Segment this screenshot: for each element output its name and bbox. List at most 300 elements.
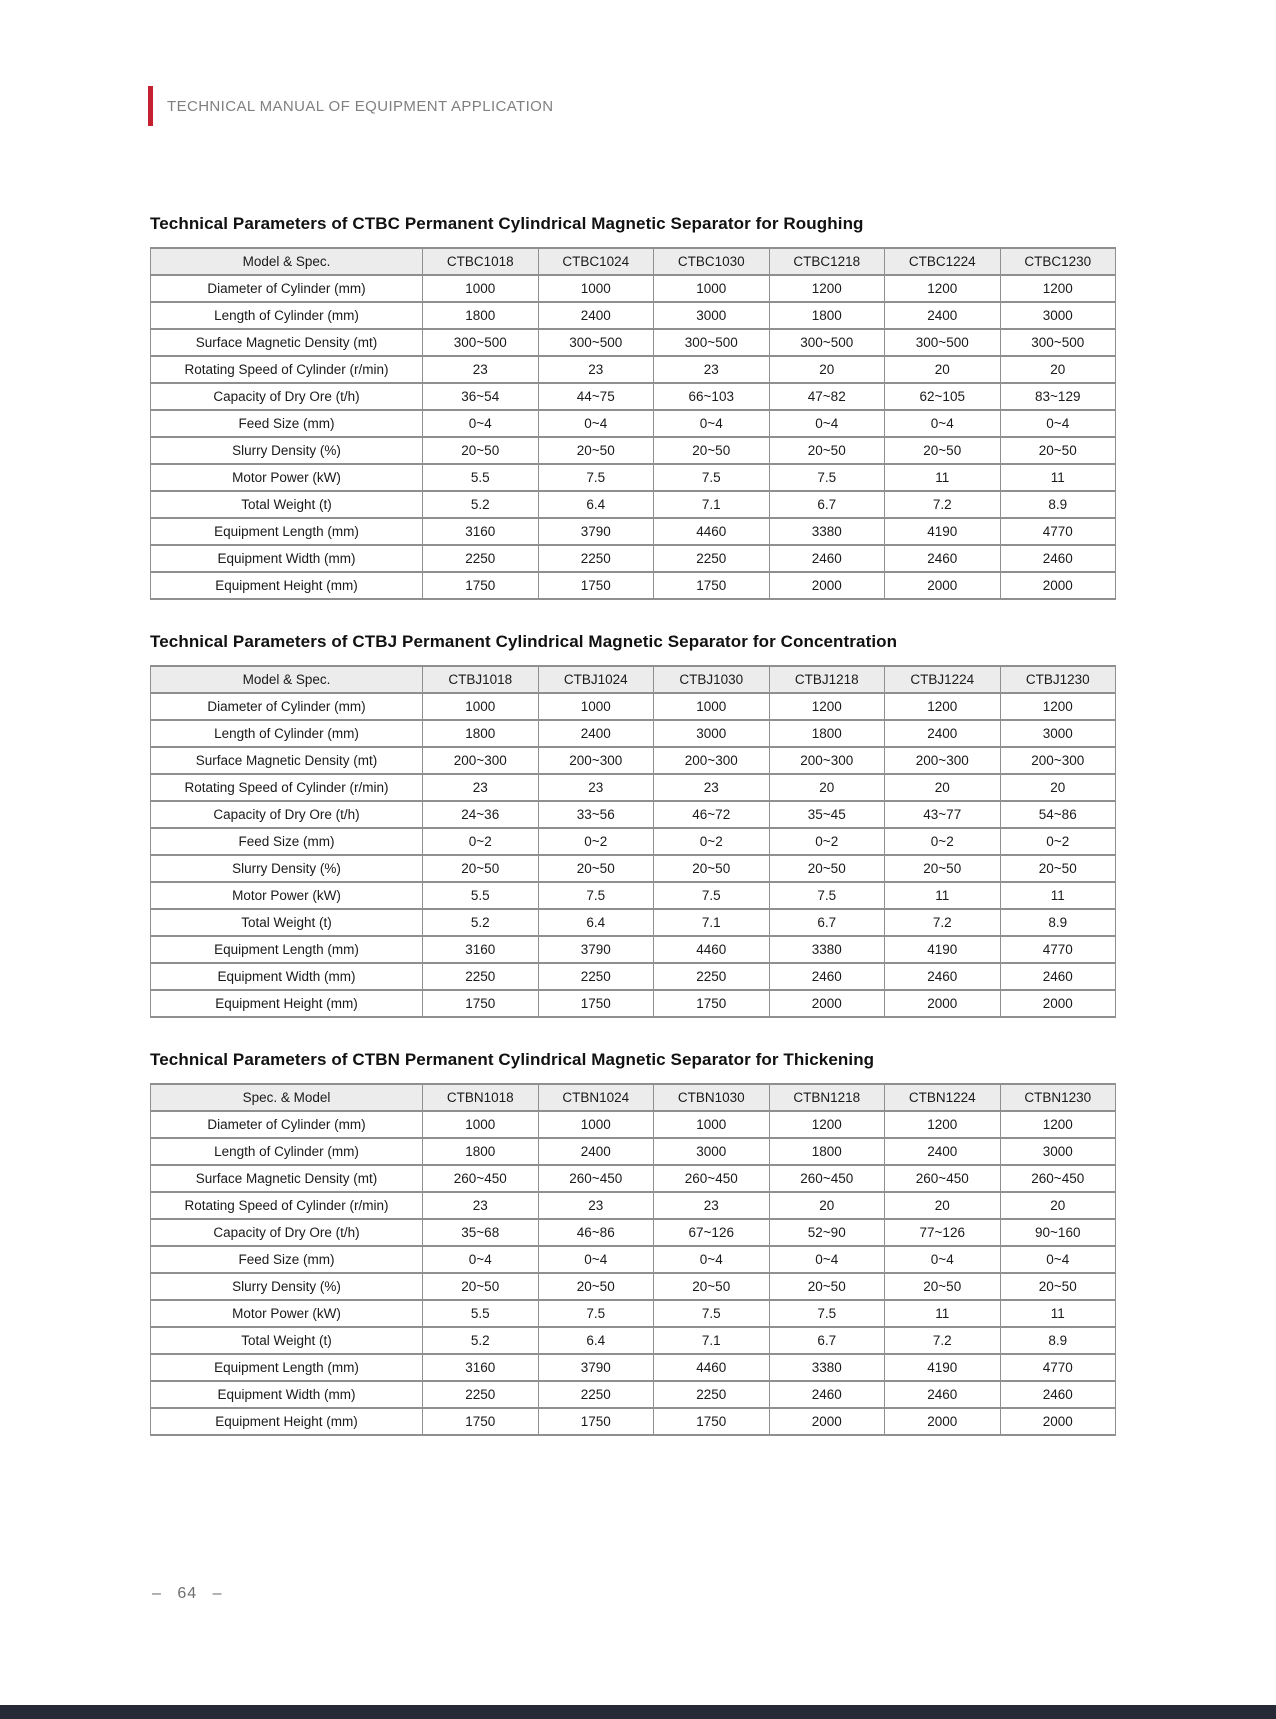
table-row: [151, 1165, 1116, 1192]
cell-value: 0~4: [1000, 1246, 1116, 1273]
row-label: Equipment Height (mm): [151, 572, 423, 599]
cell-value: 6.4: [538, 909, 654, 936]
cell-value: 2460: [769, 545, 885, 572]
model-column-header: CTBC1224: [885, 248, 1001, 275]
cell-value: 200~300: [1000, 747, 1116, 774]
cell-value: 0~4: [769, 410, 885, 437]
table-row: [151, 855, 1116, 882]
cell-value: 66~103: [654, 383, 770, 410]
cell-value: 1800: [769, 1138, 885, 1165]
table-row: [151, 1300, 1116, 1327]
cell-value: 6.4: [538, 1327, 654, 1354]
cell-value: 20~50: [538, 1273, 654, 1300]
cell-value: 3000: [654, 302, 770, 329]
table-corner-header: Spec. & Model: [151, 1084, 423, 1111]
cell-value: 300~500: [538, 329, 654, 356]
model-column-header: CTBN1218: [769, 1084, 885, 1111]
table-row: [151, 936, 1116, 963]
row-label: Total Weight (t): [151, 1327, 423, 1354]
row-label: Equipment Height (mm): [151, 990, 423, 1017]
cell-value: 5.5: [423, 1300, 539, 1327]
cell-value: 2400: [885, 720, 1001, 747]
cell-value: 20~50: [654, 855, 770, 882]
cell-value: 1200: [1000, 275, 1116, 302]
cell-value: 36~54: [423, 383, 539, 410]
table-row: [151, 437, 1116, 464]
cell-value: 67~126: [654, 1219, 770, 1246]
cell-value: 23: [423, 774, 539, 801]
cell-value: 1750: [654, 572, 770, 599]
cell-value: 260~450: [1000, 1165, 1116, 1192]
cell-value: 3000: [654, 720, 770, 747]
cell-value: 7.5: [654, 464, 770, 491]
cell-value: 20~50: [885, 1273, 1001, 1300]
cell-value: 2250: [423, 545, 539, 572]
table-row: [151, 882, 1116, 909]
cell-value: 35~45: [769, 801, 885, 828]
cell-value: 1200: [885, 275, 1001, 302]
table-row: [151, 963, 1116, 990]
table-row: [151, 410, 1116, 437]
cell-value: 4460: [654, 1354, 770, 1381]
cell-value: 260~450: [885, 1165, 1001, 1192]
row-label: Capacity of Dry Ore (t/h): [151, 383, 423, 410]
cell-value: 2000: [769, 572, 885, 599]
cell-value: 2250: [654, 1381, 770, 1408]
cell-value: 11: [1000, 464, 1116, 491]
model-column-header: CTBN1224: [885, 1084, 1001, 1111]
table-header-row: [151, 1084, 1116, 1111]
cell-value: 23: [538, 774, 654, 801]
cell-value: 11: [885, 1300, 1001, 1327]
cell-value: 20~50: [769, 1273, 885, 1300]
table-row: [151, 1354, 1116, 1381]
cell-value: 23: [654, 356, 770, 383]
table-row: [151, 1246, 1116, 1273]
table-row: [151, 1327, 1116, 1354]
cell-value: 11: [1000, 882, 1116, 909]
cell-value: 5.2: [423, 491, 539, 518]
row-label: Rotating Speed of Cylinder (r/min): [151, 1192, 423, 1219]
row-label: Slurry Density (%): [151, 855, 423, 882]
cell-value: 33~56: [538, 801, 654, 828]
cell-value: 20: [769, 774, 885, 801]
tables-container: [150, 196, 1116, 1436]
cell-value: 0~4: [538, 410, 654, 437]
cell-value: 0~2: [1000, 828, 1116, 855]
model-column-header: CTBC1030: [654, 248, 770, 275]
cell-value: 20~50: [423, 1273, 539, 1300]
cell-value: 2000: [885, 990, 1001, 1017]
cell-value: 300~500: [1000, 329, 1116, 356]
table-row: [151, 720, 1116, 747]
cell-value: 1000: [654, 275, 770, 302]
table-row: [151, 1273, 1116, 1300]
cell-value: 1200: [1000, 1111, 1116, 1138]
cell-value: 0~4: [654, 410, 770, 437]
cell-value: 7.5: [654, 882, 770, 909]
cell-value: 300~500: [769, 329, 885, 356]
parameter-table-section: [150, 632, 1116, 1018]
cell-value: 1200: [885, 1111, 1001, 1138]
model-column-header: CTBN1018: [423, 1084, 539, 1111]
cell-value: 20: [885, 356, 1001, 383]
row-label: Capacity of Dry Ore (t/h): [151, 1219, 423, 1246]
model-column-header: CTBN1030: [654, 1084, 770, 1111]
cell-value: 4770: [1000, 936, 1116, 963]
cell-value: 7.2: [885, 1327, 1001, 1354]
cell-value: 20: [1000, 1192, 1116, 1219]
cell-value: 5.2: [423, 909, 539, 936]
cell-value: 23: [423, 356, 539, 383]
cell-value: 1750: [654, 990, 770, 1017]
cell-value: 3380: [769, 518, 885, 545]
table-row: [151, 1192, 1116, 1219]
cell-value: 4460: [654, 936, 770, 963]
cell-value: 200~300: [654, 747, 770, 774]
row-label: Length of Cylinder (mm): [151, 720, 423, 747]
cell-value: 2250: [538, 1381, 654, 1408]
cell-value: 200~300: [423, 747, 539, 774]
cell-value: 2460: [769, 963, 885, 990]
cell-value: 20~50: [538, 855, 654, 882]
cell-value: 90~160: [1000, 1219, 1116, 1246]
cell-value: 6.7: [769, 491, 885, 518]
table-row: [151, 1381, 1116, 1408]
table-row: [151, 545, 1116, 572]
cell-value: 2000: [769, 990, 885, 1017]
cell-value: 20~50: [423, 855, 539, 882]
row-label: Surface Magnetic Density (mt): [151, 329, 423, 356]
cell-value: 0~2: [769, 828, 885, 855]
table-title: Technical Parameters of CTBJ Permanent Cylindrical Magnetic Separator for Concentration: [150, 632, 898, 651]
cell-value: 0~4: [885, 410, 1001, 437]
cell-value: 3160: [423, 518, 539, 545]
page-number: – 64 –: [152, 1585, 223, 1602]
table-title: Technical Parameters of CTBN Permanent Cylindrical Magnetic Separator for Thickening: [150, 1050, 875, 1069]
cell-value: 2250: [423, 963, 539, 990]
cell-value: 0~2: [538, 828, 654, 855]
table-row: [151, 1219, 1116, 1246]
table-row: [151, 356, 1116, 383]
cell-value: 3000: [654, 1138, 770, 1165]
row-label: Capacity of Dry Ore (t/h): [151, 801, 423, 828]
row-label: Diameter of Cylinder (mm): [151, 693, 423, 720]
table-row: [151, 329, 1116, 356]
cell-value: 3790: [538, 518, 654, 545]
cell-value: 1750: [538, 1408, 654, 1435]
cell-value: 23: [423, 1192, 539, 1219]
cell-value: 1000: [654, 1111, 770, 1138]
model-column-header: CTBJ1024: [538, 666, 654, 693]
cell-value: 200~300: [538, 747, 654, 774]
cell-value: 7.5: [769, 464, 885, 491]
cell-value: 5.2: [423, 1327, 539, 1354]
cell-value: 1750: [654, 1408, 770, 1435]
cell-value: 0~2: [654, 828, 770, 855]
cell-value: 7.5: [654, 1300, 770, 1327]
table-row: [151, 491, 1116, 518]
parameters-table: [150, 665, 1116, 1018]
cell-value: 0~4: [654, 1246, 770, 1273]
cell-value: 47~82: [769, 383, 885, 410]
cell-value: 1000: [423, 275, 539, 302]
row-label: Motor Power (kW): [151, 1300, 423, 1327]
cell-value: 83~129: [1000, 383, 1116, 410]
table-row: [151, 518, 1116, 545]
cell-value: 0~4: [885, 1246, 1001, 1273]
table-row: [151, 464, 1116, 491]
cell-value: 1800: [423, 302, 539, 329]
cell-value: 2000: [1000, 990, 1116, 1017]
cell-value: 2250: [654, 545, 770, 572]
cell-value: 7.5: [769, 1300, 885, 1327]
cell-value: 4190: [885, 518, 1001, 545]
row-label: Equipment Length (mm): [151, 518, 423, 545]
cell-value: 7.2: [885, 491, 1001, 518]
cell-value: 2460: [1000, 963, 1116, 990]
cell-value: 7.5: [538, 882, 654, 909]
cell-value: 200~300: [885, 747, 1001, 774]
cell-value: 2000: [885, 1408, 1001, 1435]
cell-value: 1800: [769, 302, 885, 329]
table-row: [151, 1138, 1116, 1165]
cell-value: 1750: [423, 1408, 539, 1435]
cell-value: 5.5: [423, 464, 539, 491]
cell-value: 260~450: [769, 1165, 885, 1192]
cell-value: 11: [885, 882, 1001, 909]
table-row: [151, 801, 1116, 828]
cell-value: 3790: [538, 936, 654, 963]
cell-value: 8.9: [1000, 909, 1116, 936]
cell-value: 2400: [885, 1138, 1001, 1165]
cell-value: 20~50: [769, 855, 885, 882]
table-row: [151, 828, 1116, 855]
cell-value: 6.7: [769, 1327, 885, 1354]
cell-value: 1000: [538, 1111, 654, 1138]
cell-value: 2250: [654, 963, 770, 990]
cell-value: 52~90: [769, 1219, 885, 1246]
cell-value: 7.1: [654, 491, 770, 518]
cell-value: 2400: [538, 1138, 654, 1165]
cell-value: 2460: [885, 545, 1001, 572]
cell-value: 2250: [538, 963, 654, 990]
cell-value: 44~75: [538, 383, 654, 410]
model-column-header: CTBJ1230: [1000, 666, 1116, 693]
cell-value: 1750: [423, 572, 539, 599]
cell-value: 20~50: [1000, 437, 1116, 464]
cell-value: 11: [885, 464, 1001, 491]
bottom-edge-bar: [0, 1705, 1276, 1719]
row-label: Length of Cylinder (mm): [151, 1138, 423, 1165]
row-label: Rotating Speed of Cylinder (r/min): [151, 774, 423, 801]
cell-value: 20: [885, 774, 1001, 801]
table-title: Technical Parameters of CTBC Permanent Cylindrical Magnetic Separator for Roughing: [150, 214, 864, 233]
cell-value: 20~50: [654, 1273, 770, 1300]
model-column-header: CTBN1230: [1000, 1084, 1116, 1111]
cell-value: 54~86: [1000, 801, 1116, 828]
cell-value: 1200: [769, 693, 885, 720]
cell-value: 2000: [1000, 572, 1116, 599]
cell-value: 4190: [885, 1354, 1001, 1381]
table-row: [151, 1408, 1116, 1435]
cell-value: 35~68: [423, 1219, 539, 1246]
cell-value: 3160: [423, 936, 539, 963]
table-row: [151, 572, 1116, 599]
cell-value: 300~500: [654, 329, 770, 356]
cell-value: 43~77: [885, 801, 1001, 828]
cell-value: 2250: [538, 545, 654, 572]
cell-value: 77~126: [885, 1219, 1001, 1246]
cell-value: 7.1: [654, 1327, 770, 1354]
cell-value: 8.9: [1000, 491, 1116, 518]
cell-value: 20~50: [885, 855, 1001, 882]
model-column-header: CTBN1024: [538, 1084, 654, 1111]
cell-value: 20~50: [885, 437, 1001, 464]
row-label: Diameter of Cylinder (mm): [151, 1111, 423, 1138]
row-label: Equipment Length (mm): [151, 1354, 423, 1381]
model-column-header: CTBJ1218: [769, 666, 885, 693]
cell-value: 300~500: [885, 329, 1001, 356]
cell-value: 23: [654, 774, 770, 801]
cell-value: 1750: [538, 990, 654, 1017]
cell-value: 23: [538, 1192, 654, 1219]
cell-value: 2460: [885, 1381, 1001, 1408]
row-label: Equipment Width (mm): [151, 545, 423, 572]
cell-value: 1800: [423, 1138, 539, 1165]
cell-value: 1000: [423, 1111, 539, 1138]
cell-value: 0~4: [769, 1246, 885, 1273]
cell-value: 11: [1000, 1300, 1116, 1327]
cell-value: 2400: [885, 302, 1001, 329]
red-accent-bar: [148, 86, 153, 126]
cell-value: 2400: [538, 720, 654, 747]
cell-value: 1000: [654, 693, 770, 720]
table-row: [151, 747, 1116, 774]
cell-value: 2000: [769, 1408, 885, 1435]
table-corner-header: Model & Spec.: [151, 666, 423, 693]
cell-value: 20~50: [769, 437, 885, 464]
model-column-header: CTBC1018: [423, 248, 539, 275]
cell-value: 0~4: [423, 410, 539, 437]
cell-value: 20~50: [1000, 855, 1116, 882]
cell-value: 20: [885, 1192, 1001, 1219]
table-row: [151, 909, 1116, 936]
cell-value: 1800: [423, 720, 539, 747]
cell-value: 20: [1000, 356, 1116, 383]
cell-value: 1200: [1000, 693, 1116, 720]
cell-value: 260~450: [654, 1165, 770, 1192]
cell-value: 300~500: [423, 329, 539, 356]
cell-value: 46~86: [538, 1219, 654, 1246]
cell-value: 0~2: [423, 828, 539, 855]
row-label: Diameter of Cylinder (mm): [151, 275, 423, 302]
document-header-title: TECHNICAL MANUAL OF EQUIPMENT APPLICATION: [167, 97, 554, 115]
cell-value: 20: [769, 1192, 885, 1219]
row-label: Total Weight (t): [151, 491, 423, 518]
table-row: [151, 990, 1116, 1017]
model-column-header: CTBC1230: [1000, 248, 1116, 275]
table-row: [151, 275, 1116, 302]
cell-value: 2000: [885, 572, 1001, 599]
cell-value: 3380: [769, 936, 885, 963]
cell-value: 2460: [769, 1381, 885, 1408]
table-header-row: [151, 666, 1116, 693]
cell-value: 3000: [1000, 720, 1116, 747]
row-label: Slurry Density (%): [151, 437, 423, 464]
cell-value: 0~2: [885, 828, 1001, 855]
cell-value: 3380: [769, 1354, 885, 1381]
cell-value: 200~300: [769, 747, 885, 774]
cell-value: 1750: [538, 572, 654, 599]
cell-value: 1200: [885, 693, 1001, 720]
cell-value: 46~72: [654, 801, 770, 828]
cell-value: 6.4: [538, 491, 654, 518]
cell-value: 7.5: [769, 882, 885, 909]
cell-value: 20~50: [654, 437, 770, 464]
cell-value: 1000: [538, 275, 654, 302]
cell-value: 3000: [1000, 302, 1116, 329]
cell-value: 20: [1000, 774, 1116, 801]
cell-value: 260~450: [538, 1165, 654, 1192]
document-header: [148, 86, 553, 126]
parameters-table: [150, 1083, 1116, 1436]
cell-value: 7.5: [538, 464, 654, 491]
cell-value: 20~50: [1000, 1273, 1116, 1300]
cell-value: 20: [769, 356, 885, 383]
parameter-table-section: [150, 1050, 1116, 1436]
cell-value: 2460: [1000, 545, 1116, 572]
row-label: Surface Magnetic Density (mt): [151, 747, 423, 774]
row-label: Feed Size (mm): [151, 410, 423, 437]
cell-value: 4770: [1000, 1354, 1116, 1381]
model-column-header: CTBJ1018: [423, 666, 539, 693]
row-label: Equipment Height (mm): [151, 1408, 423, 1435]
cell-value: 1200: [769, 1111, 885, 1138]
cell-value: 1000: [423, 693, 539, 720]
cell-value: 2000: [1000, 1408, 1116, 1435]
row-label: Equipment Width (mm): [151, 963, 423, 990]
parameter-table-section: [150, 214, 1116, 600]
table-header-row: [151, 248, 1116, 275]
cell-value: 4770: [1000, 518, 1116, 545]
cell-value: 1000: [538, 693, 654, 720]
model-column-header: CTBJ1224: [885, 666, 1001, 693]
table-row: [151, 302, 1116, 329]
row-label: Total Weight (t): [151, 909, 423, 936]
table-row: [151, 1111, 1116, 1138]
model-column-header: CTBC1024: [538, 248, 654, 275]
table-corner-header: Model & Spec.: [151, 248, 423, 275]
cell-value: 4460: [654, 518, 770, 545]
cell-value: 20~50: [423, 437, 539, 464]
cell-value: 23: [654, 1192, 770, 1219]
table-row: [151, 693, 1116, 720]
cell-value: 4190: [885, 936, 1001, 963]
cell-value: 2460: [1000, 1381, 1116, 1408]
cell-value: 23: [538, 356, 654, 383]
cell-value: 1800: [769, 720, 885, 747]
cell-value: 1200: [769, 275, 885, 302]
cell-value: 2460: [885, 963, 1001, 990]
model-column-header: CTBC1218: [769, 248, 885, 275]
cell-value: 2250: [423, 1381, 539, 1408]
cell-value: 24~36: [423, 801, 539, 828]
cell-value: 0~4: [538, 1246, 654, 1273]
cell-value: 3160: [423, 1354, 539, 1381]
cell-value: 8.9: [1000, 1327, 1116, 1354]
row-label: Equipment Length (mm): [151, 936, 423, 963]
